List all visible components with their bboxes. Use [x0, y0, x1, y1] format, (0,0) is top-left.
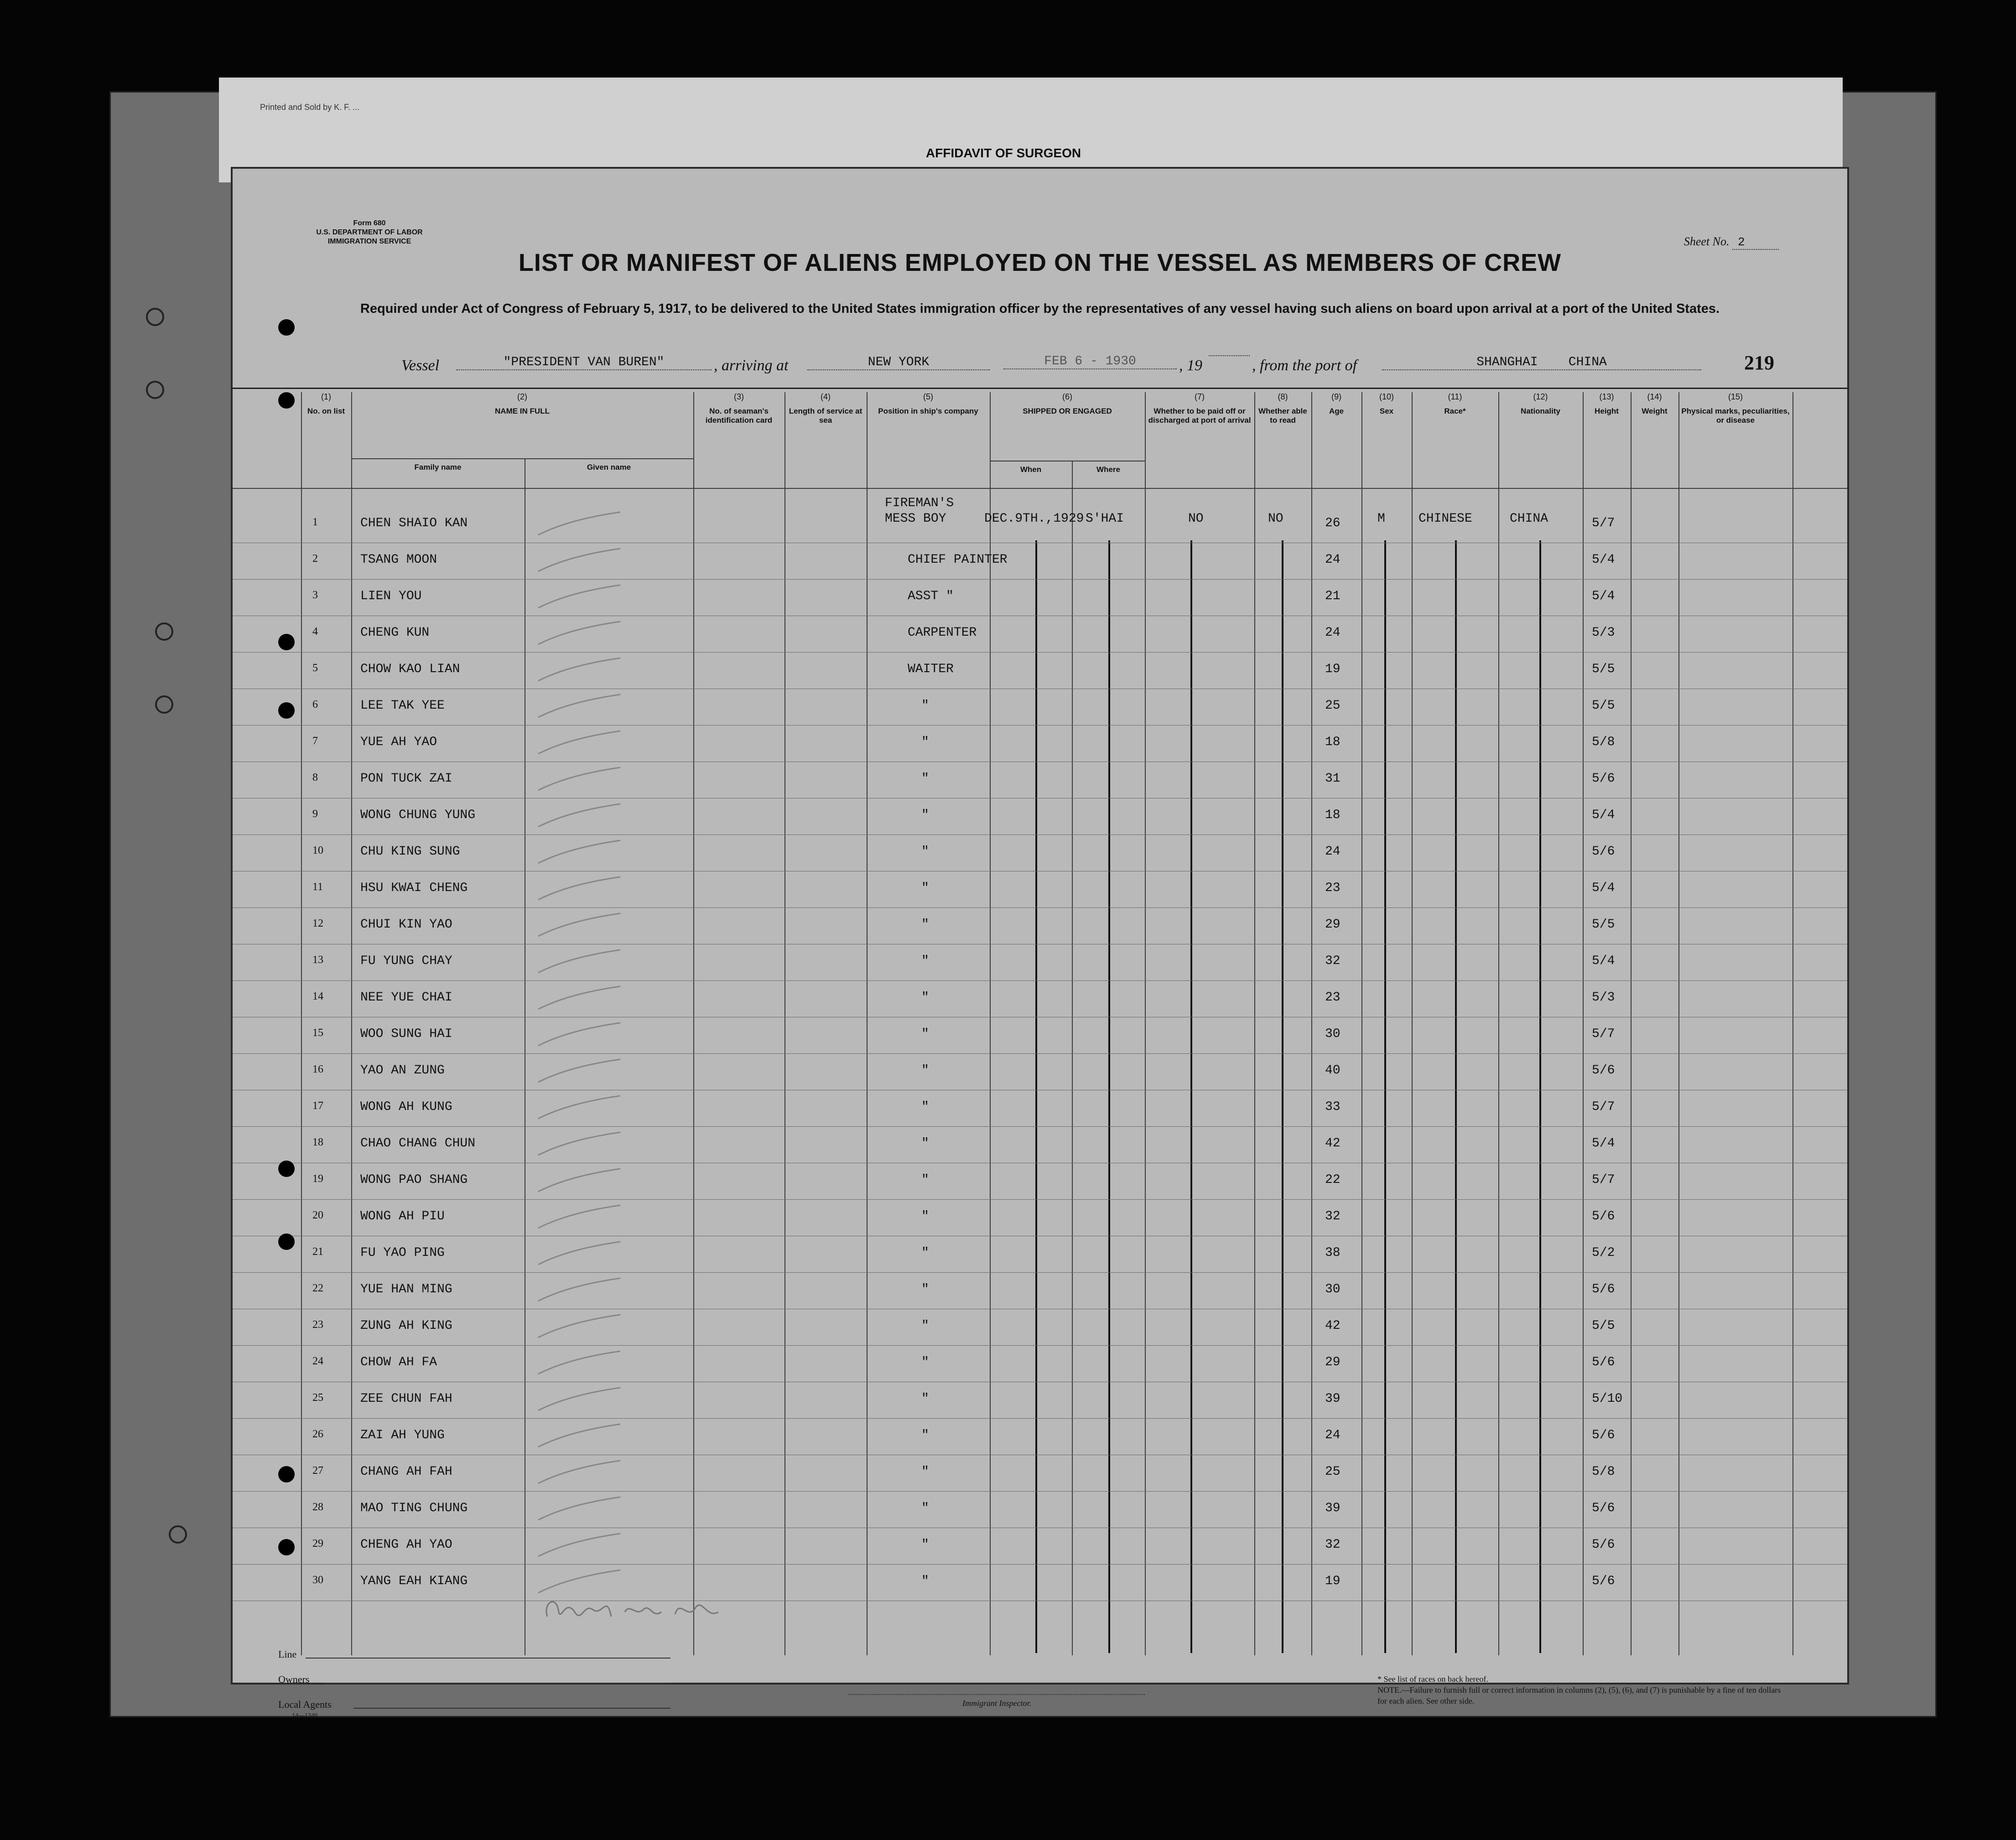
- row-number: 7: [312, 735, 318, 747]
- race-value: CHINESE: [1418, 512, 1472, 526]
- position: ": [921, 1173, 929, 1187]
- binder-hole: [146, 381, 164, 399]
- from-label: , from the port of: [1252, 357, 1357, 374]
- family-name: WOO SUNG HAI: [360, 1027, 452, 1041]
- row-number: 6: [312, 699, 318, 710]
- footnote: [1377, 1674, 1788, 1706]
- family-name: CHU KING SUNG: [360, 845, 460, 859]
- age: 23: [1325, 990, 1341, 1005]
- arrival-date-stamp: FEB 6 - 1930: [1003, 354, 1177, 369]
- pencil-mark: [534, 1021, 625, 1048]
- service-name: IMMIGRATION SERVICE: [327, 238, 411, 245]
- height: 5/6: [1592, 1282, 1615, 1296]
- col-header-physical-marks: (15) Physical marks, peculiarities, or disease: [1681, 392, 1790, 425]
- row-number: 3: [312, 589, 318, 601]
- pencil-signature: [538, 1585, 730, 1630]
- height: 5/4: [1592, 881, 1615, 895]
- table-row: [233, 1090, 1847, 1127]
- agents-label: Local Agents: [278, 1699, 332, 1710]
- position: ": [921, 881, 929, 895]
- row-number: 10: [312, 845, 323, 856]
- height: 5/5: [1592, 1319, 1615, 1333]
- height: 5/6: [1592, 1574, 1615, 1588]
- pencil-mark: [534, 1166, 625, 1194]
- header-rule: [233, 388, 1847, 389]
- row-number: 28: [312, 1501, 323, 1513]
- position-line1: FIREMAN'S: [885, 496, 954, 510]
- col-header-when: When: [1020, 465, 1042, 474]
- family-name: YANG EAH KIANG: [360, 1574, 468, 1588]
- height: 5/4: [1592, 553, 1615, 567]
- pencil-mark: [534, 1385, 625, 1413]
- table-row: [233, 1491, 1847, 1528]
- row-number: 19: [312, 1173, 323, 1185]
- family-name: PON TUCK ZAI: [360, 772, 452, 786]
- row-number: 2: [312, 553, 318, 565]
- age: 42: [1325, 1136, 1341, 1151]
- age: 19: [1325, 662, 1341, 676]
- age: 32: [1325, 1209, 1341, 1223]
- position: ": [921, 917, 929, 932]
- table-row: [233, 579, 1847, 616]
- height: 5/7: [1592, 1027, 1615, 1041]
- table-row: [233, 944, 1847, 981]
- family-name: YUE AH YAO: [360, 735, 437, 749]
- age: 25: [1325, 699, 1341, 713]
- position: ": [921, 1319, 929, 1333]
- table-row: [233, 834, 1847, 871]
- row-number: 29: [312, 1538, 323, 1550]
- sheet-label: Sheet No.: [1683, 235, 1730, 248]
- pencil-mark: [534, 838, 625, 866]
- position: ": [921, 1465, 929, 1479]
- height: 5/2: [1592, 1246, 1615, 1260]
- shipped-when: DEC.9TH.,1929: [984, 512, 1084, 526]
- row-number: 15: [312, 1027, 323, 1039]
- table-row: [233, 762, 1847, 798]
- form-identifier: [315, 219, 424, 246]
- age: 24: [1325, 845, 1341, 859]
- family-name: CHAO CHANG CHUN: [360, 1136, 476, 1151]
- age: 30: [1325, 1282, 1341, 1296]
- table-row: [233, 1126, 1847, 1163]
- col-header-no: (1) No. on list: [307, 392, 345, 415]
- position-line2: MESS BOY: [885, 512, 946, 526]
- height: 5/6: [1592, 1538, 1615, 1552]
- col-header-age: (9) Age: [1329, 392, 1344, 415]
- family-name: WONG AH KUNG: [360, 1100, 452, 1114]
- position: ": [921, 1246, 929, 1260]
- col-header-weight: (14) Weight: [1642, 392, 1668, 415]
- pencil-mark: [534, 984, 625, 1011]
- footnote-races: * See list of races on back hereof.: [1377, 1674, 1488, 1684]
- inspector-label: Immigrant Inspector.: [962, 1699, 1031, 1708]
- vessel-line: [233, 353, 1847, 376]
- row-number: 13: [312, 954, 323, 966]
- arriving-label: , arriving at: [714, 357, 789, 374]
- table-row: [233, 1418, 1847, 1455]
- family-name: NEE YUE CHAI: [360, 990, 452, 1005]
- binder-hole: [155, 622, 173, 641]
- form-code: 14—1340: [292, 1712, 317, 1719]
- family-name: MAO TING CHUNG: [360, 1501, 468, 1515]
- family-name: ZEE CHUN FAH: [360, 1392, 452, 1406]
- row-number: 14: [312, 990, 323, 1002]
- pencil-mark: [534, 729, 625, 756]
- family-name: YAO AN ZUNG: [360, 1063, 445, 1078]
- department-name: U.S. DEPARTMENT OF LABOR: [316, 228, 423, 236]
- family-name: CHENG AH YAO: [360, 1538, 452, 1552]
- height: 5/6: [1592, 845, 1615, 859]
- pencil-mark: [534, 583, 625, 610]
- position: ": [921, 845, 929, 859]
- pencil-mark: [534, 1094, 625, 1121]
- table-row: [233, 652, 1847, 689]
- pencil-mark: [534, 1312, 625, 1340]
- position: ": [921, 954, 929, 968]
- position: ": [921, 1100, 929, 1114]
- age: 18: [1325, 808, 1341, 822]
- punch-hole: [278, 702, 295, 719]
- row-number: 30: [312, 1574, 323, 1586]
- col-header-name: (2) NAME IN FULL: [495, 392, 550, 415]
- table-row: [233, 1345, 1847, 1382]
- row-number: 4: [312, 626, 318, 638]
- table-row: [233, 980, 1847, 1017]
- punch-hole: [278, 319, 295, 336]
- col-header-given-name: Given name: [587, 463, 631, 472]
- pencil-mark: [534, 875, 625, 902]
- family-name: WONG CHUNG YUNG: [360, 808, 476, 822]
- pencil-mark: [534, 1130, 625, 1157]
- height: 5/8: [1592, 1465, 1615, 1479]
- row-number: 9: [312, 808, 318, 820]
- age: 24: [1325, 1428, 1341, 1442]
- pencil-mark: [534, 911, 625, 938]
- height: 5/3: [1592, 990, 1615, 1005]
- row-number: 22: [312, 1282, 323, 1294]
- page-subtitle: Required under Act of Congress of February 5, 1917, to be delivered to the United States immigration officer by the representatives of any vessel having such aliens on board upon arrival at a port of the United States.: [360, 301, 1720, 316]
- table-row: [233, 1455, 1847, 1492]
- table-row: [233, 1199, 1847, 1236]
- line-label: Line: [278, 1648, 297, 1660]
- row-number: 11: [312, 881, 323, 893]
- manifest-page: [233, 169, 1847, 1719]
- position: ": [921, 1574, 929, 1588]
- col-header-position: (5) Position in ship's company: [878, 392, 978, 415]
- position: CHIEF PAINTER: [908, 553, 1008, 567]
- age: 25: [1325, 1465, 1341, 1479]
- owners-label: Owners: [278, 1674, 310, 1685]
- height: 5/3: [1592, 626, 1615, 640]
- grid-line: [351, 458, 693, 459]
- family-name: CHOW KAO LIAN: [360, 662, 460, 676]
- height: 5/7: [1592, 1100, 1615, 1114]
- year-blank: [1209, 355, 1250, 356]
- height: 5/4: [1592, 954, 1615, 968]
- height: 5/6: [1592, 772, 1615, 786]
- age: 29: [1325, 1355, 1341, 1369]
- position: ": [921, 1538, 929, 1552]
- page-title: LIST OR MANIFEST OF ALIENS EMPLOYED ON THE VESSEL AS MEMBERS OF CREW: [518, 249, 1562, 276]
- family-name: FU YAO PING: [360, 1246, 445, 1260]
- age: 24: [1325, 553, 1341, 567]
- position: ": [921, 1392, 929, 1406]
- age: 32: [1325, 1538, 1341, 1552]
- position: ": [921, 1428, 929, 1442]
- table-row: [233, 1564, 1847, 1601]
- family-name: LEE TAK YEE: [360, 699, 445, 713]
- col-header-height: (13) Height: [1595, 392, 1619, 415]
- printed-by-text: Printed and Sold by K. F. ...: [260, 103, 360, 112]
- family-name: WONG PAO SHANG: [360, 1173, 468, 1187]
- height: 5/4: [1592, 808, 1615, 822]
- table-row: [233, 689, 1847, 726]
- row-number: 16: [312, 1063, 323, 1075]
- age: 40: [1325, 1063, 1341, 1078]
- sheet-value: 2: [1732, 235, 1779, 250]
- vessel-label: Vessel: [401, 357, 440, 374]
- sex-value: M: [1377, 512, 1385, 526]
- family-name: CHEN SHAIO KAN: [360, 516, 468, 530]
- height: 5/6: [1592, 1209, 1615, 1223]
- table-row: [233, 725, 1847, 762]
- position: ": [921, 1063, 929, 1078]
- arriving-port: NEW YORK: [807, 355, 990, 370]
- height: 5/4: [1592, 589, 1615, 603]
- table-row: [233, 798, 1847, 835]
- age: 39: [1325, 1501, 1341, 1515]
- col-header-family-name: Family name: [414, 463, 462, 472]
- sheet-number: [1684, 235, 1779, 250]
- paid-off-value: NO: [1188, 512, 1204, 526]
- vessel-name: "PRESIDENT VAN BUREN": [456, 355, 712, 370]
- pencil-mark: [534, 802, 625, 829]
- height: 5/6: [1592, 1501, 1615, 1515]
- row-number: 17: [312, 1100, 323, 1112]
- punch-hole: [278, 1161, 295, 1177]
- position: WAITER: [908, 662, 954, 676]
- family-name: ZUNG AH KING: [360, 1319, 452, 1333]
- position: ": [921, 1209, 929, 1223]
- pencil-mark: [534, 1203, 625, 1230]
- row-number: 23: [312, 1319, 323, 1331]
- row-number: 27: [312, 1465, 323, 1477]
- height: 5/5: [1592, 699, 1615, 713]
- table-row: [233, 1272, 1847, 1309]
- age: 21: [1325, 589, 1341, 603]
- pencil-mark: [534, 765, 625, 793]
- position: CARPENTER: [908, 626, 977, 640]
- line-field: [306, 1658, 670, 1659]
- age: 31: [1325, 772, 1341, 786]
- row-number: 25: [312, 1392, 323, 1404]
- family-name: FU YUNG CHAY: [360, 954, 452, 968]
- pencil-mark: [534, 1458, 625, 1486]
- age: 39: [1325, 1392, 1341, 1406]
- page-number: 219: [1744, 352, 1774, 374]
- table-row: [233, 1163, 1847, 1200]
- position: ": [921, 735, 929, 749]
- binder-hole: [155, 695, 173, 714]
- position: ": [921, 1027, 929, 1041]
- first-row-details: [233, 496, 1847, 538]
- pencil-mark: [534, 948, 625, 975]
- table-row: [233, 1017, 1847, 1054]
- col-header-read: (8) Whether able to read: [1258, 392, 1307, 425]
- age: 18: [1325, 735, 1341, 749]
- col-header-id-card: (3) No. of seaman's identification card: [705, 392, 773, 425]
- family-name: WONG AH PIU: [360, 1209, 445, 1223]
- pencil-mark: [534, 1531, 625, 1559]
- from-port: SHANGHAI CHINA: [1382, 355, 1701, 370]
- pencil-mark: [534, 1057, 625, 1084]
- shipped-where: S'HAI: [1086, 512, 1124, 526]
- height: 5/6: [1592, 1355, 1615, 1369]
- position: ": [921, 1136, 929, 1151]
- col-header-sex: (10) Sex: [1379, 392, 1394, 415]
- punch-hole: [278, 1539, 295, 1555]
- col-header-paid-off: (7) Whether to be paid off or discharged at port of arrival: [1148, 392, 1251, 425]
- table-row: [233, 1382, 1847, 1419]
- age: 24: [1325, 626, 1341, 640]
- height: 5/10: [1592, 1392, 1623, 1406]
- position: ": [921, 990, 929, 1005]
- age: 32: [1325, 954, 1341, 968]
- position: ": [921, 772, 929, 786]
- position: ": [921, 1501, 929, 1515]
- punch-hole: [278, 1466, 295, 1482]
- family-name: CHENG KUN: [360, 626, 430, 640]
- age: 23: [1325, 881, 1341, 895]
- family-name: LIEN YOU: [360, 589, 422, 603]
- pencil-mark: [534, 1422, 625, 1449]
- age: 22: [1325, 1173, 1341, 1187]
- col-header-nationality: (12) Nationality: [1521, 392, 1560, 415]
- affidavit-heading: AFFIDAVIT OF SURGEON: [925, 146, 1081, 160]
- row-number: 26: [312, 1428, 323, 1440]
- height: 5/5: [1592, 662, 1615, 676]
- pencil-mark: [534, 546, 625, 574]
- position: ASST ": [908, 589, 954, 603]
- punch-hole: [278, 1234, 295, 1250]
- table-row: [233, 871, 1847, 908]
- age: 42: [1325, 1319, 1341, 1333]
- age: 26: [1325, 516, 1341, 530]
- row-number: 20: [312, 1209, 323, 1221]
- agents-field: [353, 1708, 670, 1709]
- binder-hole: [146, 308, 164, 326]
- family-name: CHANG AH FAH: [360, 1465, 452, 1479]
- height: 5/4: [1592, 1136, 1615, 1151]
- pencil-mark: [534, 692, 625, 720]
- table-row: [233, 616, 1847, 653]
- family-name: YUE HAN MING: [360, 1282, 452, 1296]
- age: 38: [1325, 1246, 1341, 1260]
- position: ": [921, 699, 929, 713]
- row-number: 21: [312, 1246, 323, 1258]
- pencil-mark: [534, 1276, 625, 1303]
- pencil-mark: [534, 1239, 625, 1267]
- age: 19: [1325, 1574, 1341, 1588]
- table-row: [233, 1528, 1847, 1565]
- height: 5/7: [1592, 516, 1615, 530]
- table-row: [233, 907, 1847, 944]
- age: 30: [1325, 1027, 1341, 1041]
- height: 5/8: [1592, 735, 1615, 749]
- row-number: 1: [312, 516, 318, 528]
- position: ": [921, 808, 929, 822]
- punch-hole: [278, 634, 295, 650]
- footnote-penalty: NOTE.—Failure to furnish full or correct information in columns (2), (5), (6), and (7) is punishable by a fine of ten dollars for each alien. See other side.: [1377, 1685, 1781, 1705]
- row-number: 12: [312, 917, 323, 929]
- height: 5/6: [1592, 1428, 1615, 1442]
- pencil-mark: [534, 1495, 625, 1522]
- family-name: ZAI AH YUNG: [360, 1428, 445, 1442]
- inspector-field: [848, 1694, 1145, 1695]
- table-row: [233, 1053, 1847, 1090]
- age: 29: [1325, 917, 1341, 932]
- pencil-mark: [534, 1349, 625, 1376]
- height: 5/7: [1592, 1173, 1615, 1187]
- read-value: NO: [1268, 512, 1283, 526]
- table-row: [233, 1309, 1847, 1346]
- pencil-mark: [534, 656, 625, 683]
- table-row: [233, 543, 1847, 580]
- col-header-race: (11) Race*: [1444, 392, 1466, 415]
- position: ": [921, 1355, 929, 1369]
- col-header-service-length: (4) Length of service at sea: [789, 392, 863, 425]
- row-number: 5: [312, 662, 318, 674]
- col-header-shipped: (6) SHIPPED OR ENGAGED: [1023, 392, 1112, 415]
- position: ": [921, 1282, 929, 1296]
- row-number: 8: [312, 772, 318, 783]
- owners-field: [324, 1683, 670, 1684]
- underlying-sheet-top: [219, 78, 1843, 182]
- age: 33: [1325, 1100, 1341, 1114]
- family-name: HSU KWAI CHENG: [360, 881, 468, 895]
- col-header-where: Where: [1096, 465, 1120, 474]
- punch-hole: [278, 392, 295, 409]
- grid-line: [233, 488, 1847, 489]
- nationality-value: CHINA: [1510, 512, 1548, 526]
- family-name: CHUI KIN YAO: [360, 917, 452, 932]
- height: 5/6: [1592, 1063, 1615, 1078]
- pencil-mark: [534, 619, 625, 647]
- binder-hole: [169, 1525, 187, 1544]
- height: 5/5: [1592, 917, 1615, 932]
- family-name: TSANG MOON: [360, 553, 437, 567]
- family-name: CHOW AH FA: [360, 1355, 437, 1369]
- row-number: 24: [312, 1355, 323, 1367]
- year-prefix: , 19: [1179, 357, 1202, 374]
- row-number: 18: [312, 1136, 323, 1148]
- form-number: Form 680: [353, 219, 386, 227]
- table-row: [233, 1236, 1847, 1273]
